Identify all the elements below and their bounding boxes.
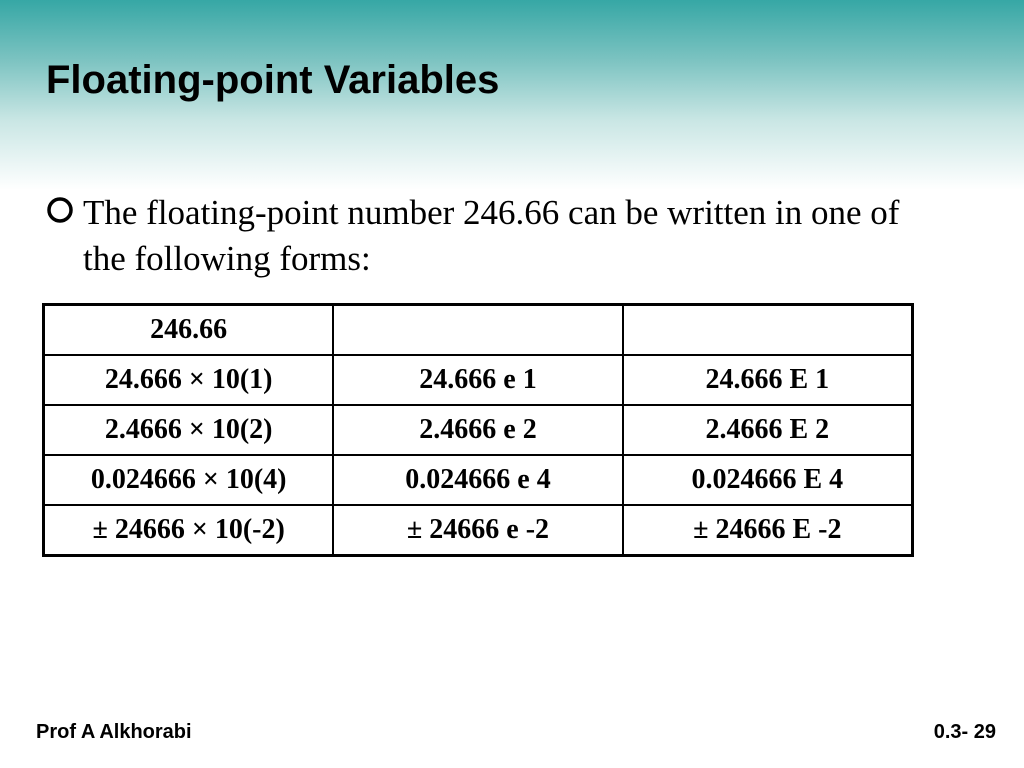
table-row (44, 305, 913, 356)
table-cell: 24.666 E 1 (623, 355, 913, 405)
forms-table (42, 303, 914, 557)
table-cell: 2.4666 e 2 (333, 405, 622, 455)
table-row (44, 455, 913, 505)
table-row (44, 405, 913, 455)
bullet-text: The floating-point number 246.66 can be written in one of the following forms: (83, 193, 900, 278)
table-row (44, 355, 913, 405)
footer-page-number: 0.3- 29 (933, 721, 996, 743)
table-cell: ± 24666 × 10(-2) (44, 505, 334, 556)
table-cell: 0.024666 e 4 (333, 455, 622, 505)
table-cell: 0.024666 × 10(4) (44, 455, 334, 505)
table-cell: 0.024666 E 4 (623, 455, 913, 505)
footer-author: Prof A Alkhorabi (36, 721, 192, 743)
table-row (44, 505, 913, 556)
table-cell (333, 305, 622, 356)
table-cell: 24.666 e 1 (333, 355, 622, 405)
table-cell: 24.666 × 10(1) (44, 355, 334, 405)
slide-title: Floating-point Variables (46, 58, 500, 102)
table-cell: 2.4666 E 2 (623, 405, 913, 455)
table-cell (623, 305, 913, 356)
table-cell: 246.66 (44, 305, 334, 356)
hollow-circle-bullet-icon (46, 196, 74, 224)
table-cell: ± 24666 e -2 (333, 505, 622, 556)
table-cell: 2.4666 × 10(2) (44, 405, 334, 455)
table-cell: ± 24666 E -2 (623, 505, 913, 556)
